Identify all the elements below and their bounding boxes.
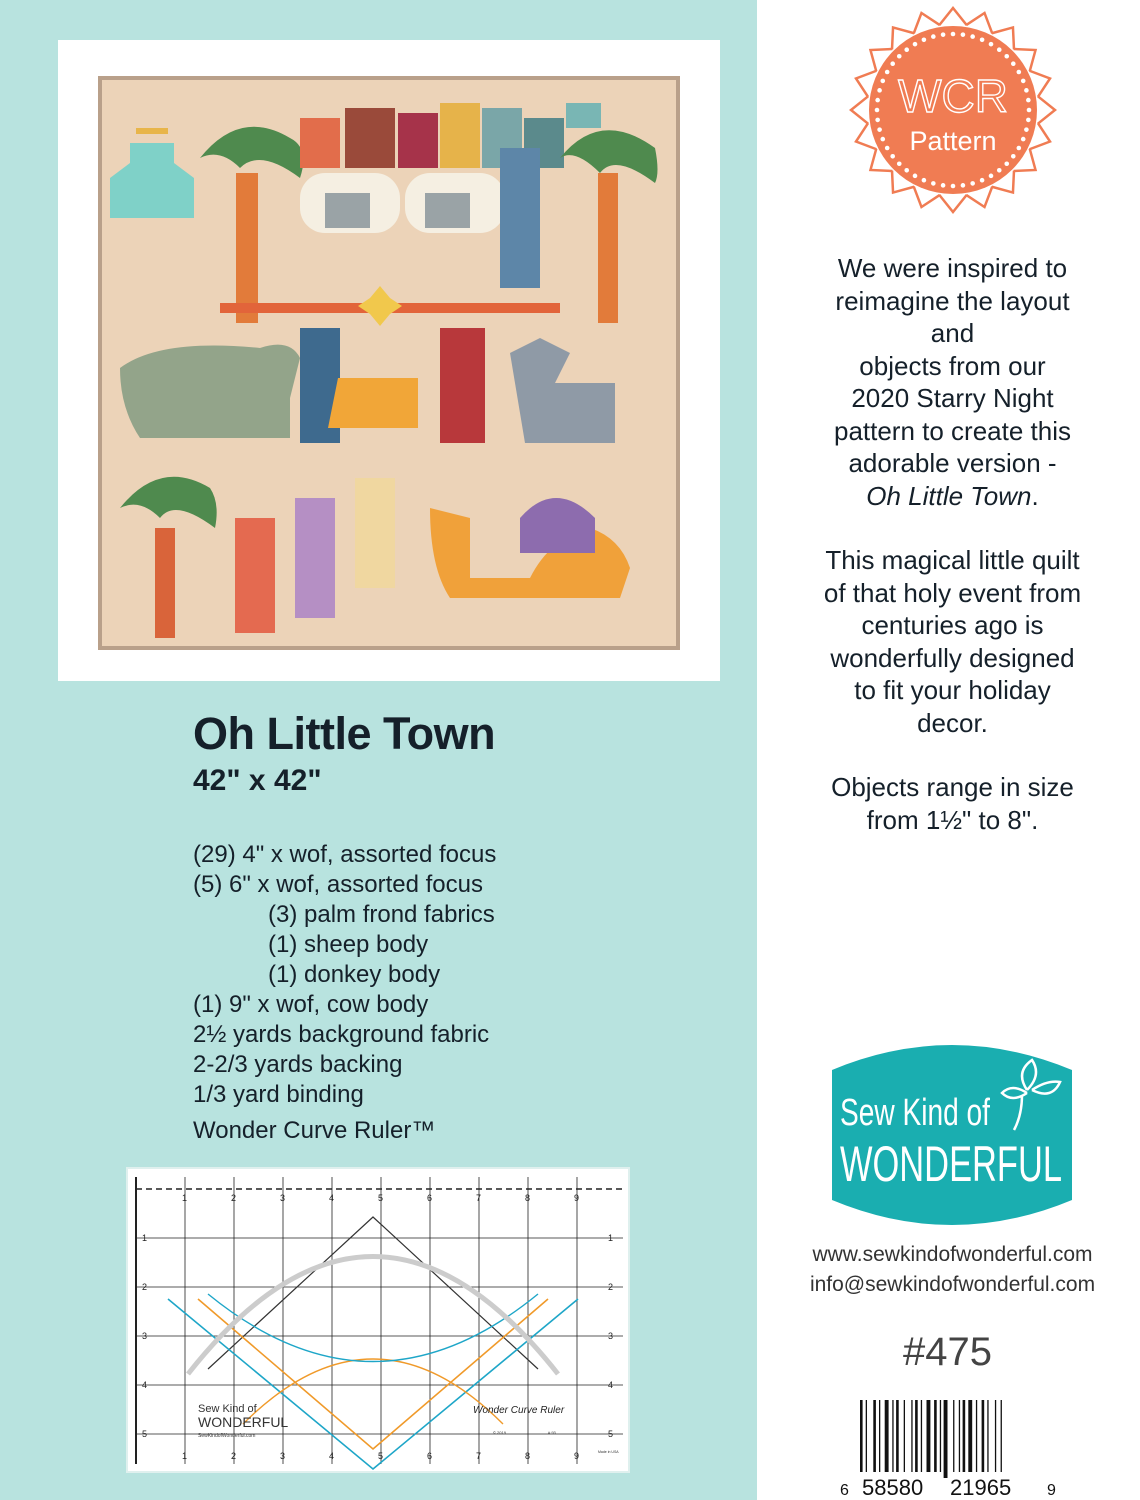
ruler-made-in: Made in USA (598, 1450, 619, 1454)
badge-dot (922, 178, 927, 183)
badge-dot (1017, 146, 1022, 151)
text-line: objects from our (859, 350, 1046, 381)
ruler-y-label: 3 (608, 1331, 614, 1341)
badge-dot (1021, 137, 1026, 142)
text-line: pattern to create this (833, 415, 1072, 446)
badge-dot (931, 34, 936, 39)
requirements-list (193, 840, 496, 1146)
quilt-image (100, 78, 678, 648)
requirement-item: 2-2/3 yards backing (193, 1051, 403, 1078)
ruler-y-label: 4 (142, 1380, 148, 1390)
badge-dot (951, 184, 956, 189)
badge-dot (1026, 98, 1031, 103)
text-line: to fit your holiday (854, 675, 1051, 705)
badge-dot (997, 168, 1002, 173)
ruler-brand-line2: WONDERFUL (198, 1414, 289, 1430)
period: . (1031, 480, 1039, 511)
requirement-item: (3) palm frond fabrics (268, 901, 495, 928)
text-line: centuries ago is (861, 610, 1044, 640)
barcode-bar (896, 1400, 899, 1478)
barcode-bar (873, 1400, 876, 1478)
barcode-last-digit: 9 (1047, 1482, 1056, 1499)
badge-dot (989, 174, 994, 179)
badge-dot (1024, 88, 1029, 93)
text-line: wonderfully designed (830, 642, 1075, 673)
badge-dot (880, 79, 885, 84)
ruler-x-label: 5 (378, 1193, 384, 1203)
barcode-bar (963, 1400, 966, 1478)
description-paragraph-1 (800, 252, 1105, 512)
text-line: decor. (917, 707, 988, 738)
ruler-y-label: 5 (142, 1429, 148, 1439)
text-line: We were inspired to (837, 253, 1068, 283)
description-paragraph-3 (800, 771, 1105, 836)
ruler-x-label: 4 (329, 1451, 335, 1461)
badge-dot (913, 174, 918, 179)
badge-wcr: WCR (898, 70, 1008, 122)
badge-dot (890, 154, 895, 159)
ruler-x-label: 4 (329, 1193, 335, 1203)
pattern-title: Oh Little Town (193, 708, 496, 759)
badge-dot (1027, 108, 1032, 113)
barcode-right-digits: 21965 (950, 1475, 1012, 1500)
badge-dot (989, 42, 994, 47)
logo-line2: WONDERFUL (840, 1136, 1062, 1192)
requirement-item: (29) 4" x wof, assorted focus (193, 841, 497, 868)
ruler-x-label: 6 (427, 1451, 433, 1461)
barcode-bar (976, 1400, 977, 1478)
ruler-x-label: 8 (525, 1193, 531, 1203)
ruler-y-label: 2 (608, 1282, 614, 1292)
ruler-x-label: 7 (476, 1193, 482, 1203)
badge-dot (980, 178, 985, 183)
badge-dot (980, 37, 985, 42)
ruler-brand-line1: Sew Kind of (198, 1403, 257, 1415)
barcode-bar (982, 1400, 985, 1478)
ruler-y-label: 4 (608, 1380, 614, 1390)
badge-spike (851, 96, 868, 123)
badge-spike (1038, 96, 1055, 123)
text-line (800, 480, 1105, 513)
requirement-item: (1) sheep body (268, 931, 429, 958)
badge-dot (904, 168, 909, 173)
badge-dot (951, 32, 956, 37)
ruler-y-label: 3 (142, 1331, 148, 1341)
barcode-bar (953, 1400, 954, 1478)
badge-dot (961, 32, 966, 37)
badge-dot (922, 37, 927, 42)
barcode-bar (944, 1400, 948, 1478)
tool-requirement: Wonder Curve Ruler™ (193, 1117, 436, 1144)
barcode-first-digit: 6 (840, 1482, 849, 1499)
ruler-x-label: 2 (231, 1451, 237, 1461)
badge-dot (970, 181, 975, 186)
barcode (840, 1400, 1060, 1500)
ruler-x-label: 3 (280, 1451, 286, 1461)
badge-dot (913, 42, 918, 47)
pattern-name-italic: Oh Little Town (866, 480, 1032, 511)
ruler-copyright: © 2019 (493, 1430, 506, 1435)
barcode-bar (934, 1400, 937, 1478)
requirement-item: (5) 6" x wof, assorted focus (193, 871, 483, 898)
ruler-y-label: 1 (608, 1233, 614, 1243)
badge-pattern: Pattern (909, 126, 997, 156)
barcode-bar (911, 1400, 912, 1478)
badge-dot (904, 47, 909, 52)
description-paragraph-2 (800, 544, 1105, 739)
barcode-bar (921, 1400, 922, 1478)
badge-dot (875, 108, 880, 113)
barcode-bar (959, 1400, 960, 1478)
badge-dot (877, 127, 882, 132)
badge-dot (875, 118, 880, 123)
badge-spike (939, 8, 966, 25)
requirement-item: 2½ yards background fabric (193, 1021, 490, 1048)
quilt-photo-frame (58, 40, 720, 681)
website-link[interactable]: www.sewkindofwonderful.com (812, 1243, 1093, 1266)
ruler-x-label: 8 (525, 1451, 531, 1461)
badge-dot (890, 61, 895, 66)
ruler-graphic (128, 1169, 628, 1471)
barcode-bar (879, 1400, 880, 1478)
barcode-bar (968, 1400, 972, 1478)
barcode-bar (904, 1400, 905, 1478)
badge-dot (877, 88, 882, 93)
badge-dot (961, 183, 966, 188)
text-line: of that holy event from (823, 577, 1082, 608)
ruler-y-label: 5 (608, 1429, 614, 1439)
pattern-number: #475 (903, 1330, 992, 1374)
badge-dot (1004, 54, 1009, 59)
text-line: from 1½" to 8". (866, 804, 1039, 835)
badge-dot (875, 98, 880, 103)
ruler-x-label: 9 (574, 1451, 580, 1461)
badge-dot (1026, 118, 1031, 123)
ruler-x-label: 1 (182, 1451, 188, 1461)
barcode-bar (885, 1400, 889, 1478)
barcode-bar (940, 1400, 941, 1478)
ruler-name: Wonder Curve Ruler (473, 1405, 565, 1416)
ruler-y-label: 2 (142, 1282, 148, 1292)
badge-dot (885, 70, 890, 75)
ruler-x-label: 9 (574, 1193, 580, 1203)
text-line: reimagine the layout (835, 285, 1070, 316)
ruler-image (126, 1167, 630, 1473)
requirement-item: (1) donkey body (268, 961, 441, 988)
wcr-pattern-badge (848, 8, 1058, 213)
text-line: 2020 Starry Night (851, 383, 1054, 413)
badge-dot (1011, 61, 1016, 66)
sew-kind-of-wonderful-logo (832, 1045, 1072, 1225)
ruler-x-label: 2 (231, 1193, 237, 1203)
badge-dot (897, 161, 902, 166)
text-line: adorable version - (848, 448, 1057, 478)
badge-dot (970, 34, 975, 39)
email-link[interactable]: info@sewkindofwonderful.com (809, 1273, 1096, 1296)
ruler-x-label: 6 (427, 1193, 433, 1203)
ruler-x-label: 5 (378, 1451, 384, 1461)
ruler-x-label: 1 (182, 1193, 188, 1203)
contact-info (800, 1240, 1105, 1300)
barcode-bar (892, 1400, 893, 1478)
barcode-bar (995, 1400, 996, 1478)
badge-dot (1021, 79, 1026, 84)
badge-dot (897, 54, 902, 59)
ruler-item-number: # 93 (548, 1430, 556, 1435)
badge-dot (880, 137, 885, 142)
barcode-left-digits: 58580 (862, 1475, 924, 1500)
badge-dot (1017, 70, 1022, 75)
badge-dot (941, 32, 946, 37)
badge-dot (1004, 161, 1009, 166)
logo-line1: Sew Kind of (840, 1092, 991, 1134)
badge-dot (931, 181, 936, 186)
requirement-item: 1/3 yard binding (193, 1081, 364, 1108)
text-line: Objects range in size (831, 772, 1074, 802)
badge-spike (939, 195, 966, 212)
badge-dot (885, 146, 890, 151)
badge-dot (1011, 154, 1016, 159)
ruler-y-label: 1 (142, 1233, 148, 1243)
badge-dot (1024, 127, 1029, 132)
ruler-brand-url: SewKindofWonderful.com (198, 1433, 256, 1439)
badge-dot (997, 47, 1002, 52)
ruler-x-label: 7 (476, 1451, 482, 1461)
barcode-bar (987, 1400, 988, 1478)
barcode-bar (927, 1400, 931, 1478)
text-line: This magical little quilt (825, 545, 1080, 575)
ruler-x-label: 3 (280, 1193, 286, 1203)
pattern-size: 42" x 42" (193, 764, 322, 797)
requirement-item: (1) 9" x wof, cow body (193, 991, 429, 1018)
badge-dot (941, 183, 946, 188)
barcode-bar (915, 1400, 918, 1478)
text-line: and (930, 318, 975, 348)
